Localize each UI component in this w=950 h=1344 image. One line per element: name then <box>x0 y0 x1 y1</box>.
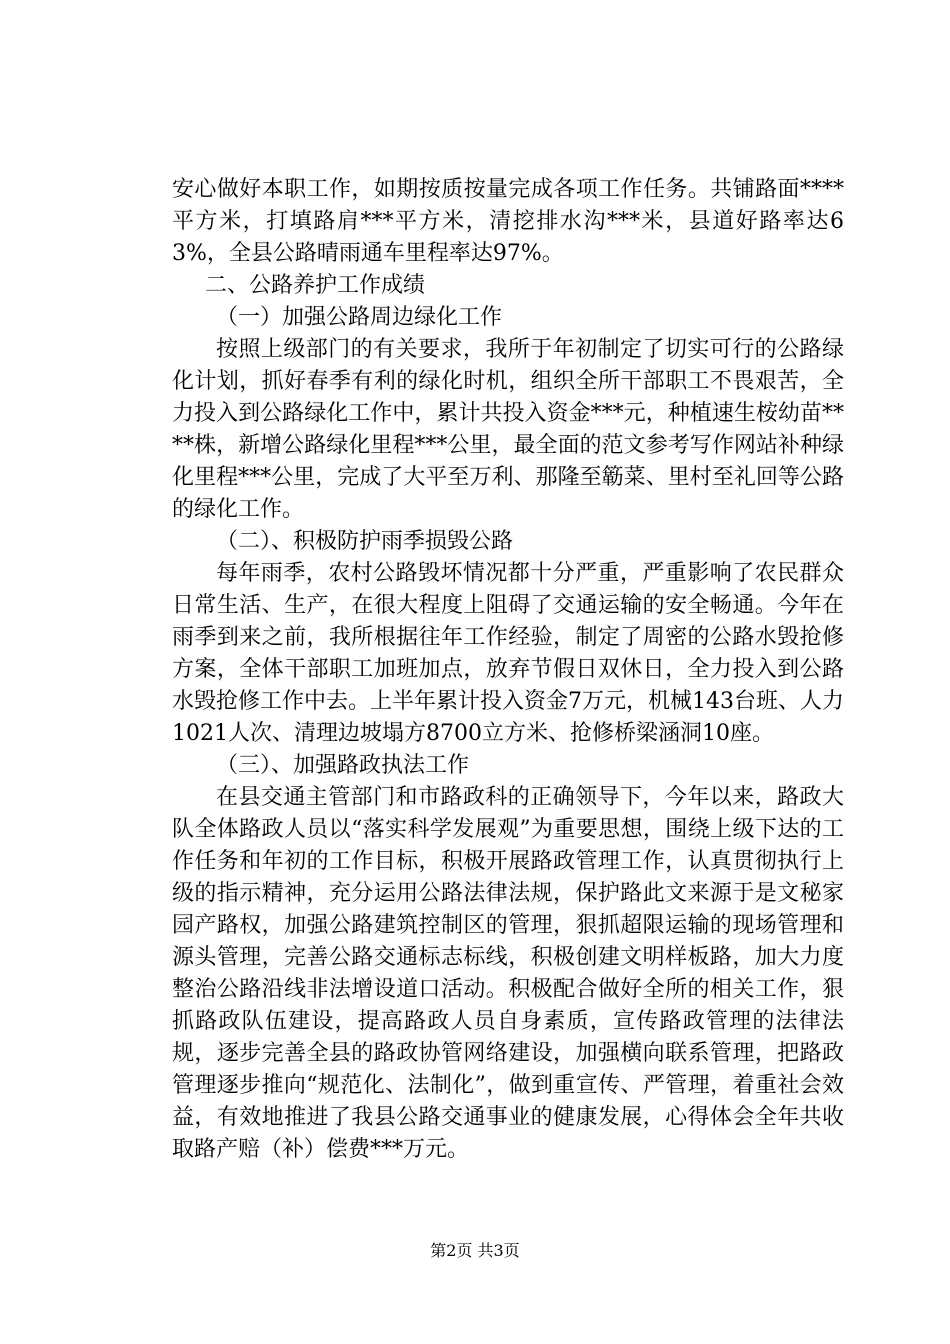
subsection-heading-road-enforcement: （三）、加强路政执法工作 <box>216 753 470 778</box>
paragraph-continuation: 安心做好本职工作，如期按质按量完成各项工作任务。共铺路面****平方米，打填路肩***平方米，清挖排水沟***米，县道好路率达63%，全县公路晴雨通车里程率达97%。 <box>172 177 844 266</box>
section-heading: 二、公路养护工作成绩 <box>205 273 426 298</box>
paragraph-greening: 按照上级部门的有关要求，我所于年初制定了切实可行的公路绿化计划，抓好春季有利的绿化时机，组织全所干部职工不畏艰苦，全力投入到公路绿化工作中，累计共投入资金***元，种植速生桉幼苗****株，新增公路绿化里程***公里，最全面的范文参考写作网站补种绿化里程***公里，完成了大平至万利、那隆至簕菜、里村至礼回等公路的绿化工作。 <box>172 337 844 522</box>
subsection-heading-greening: （一）加强公路周边绿化工作 <box>216 305 503 330</box>
subsection-heading-rainy-season: （二）、积极防护雨季损毁公路 <box>216 529 514 554</box>
document-body <box>172 174 844 1166</box>
page-footer <box>0 1238 950 1261</box>
paragraph-rainy-season: 每年雨季，农村公路毁坏情况都十分严重，严重影响了农民群众日常生活、生产，在很大程度上阻碍了交通运输的安全畅通。今年在雨季到来之前，我所根据往年工作经验，制定了周密的公路水毁抢修方案，全体干部职工加班加点，放弃节假日双休日，全力投入到公路水毁抢修工作中去。上半年累计投入资金7万元，机械143台班、人力1021人次、清理边坡塌方8700立方米、抢修桥梁涵洞10座。 <box>172 561 844 746</box>
paragraph-road-enforcement: 在县交通主管部门和市路政科的正确领导下，今年以来，路政大队全体路政人员以“落实科学发展观”为重要思想，围绕上级下达的工作任务和年初的工作目标，积极开展路政管理工作，认真贯彻执行上级的指示精神，充分运用公路法律法规，保护路此文来源于是文秘家园产路权，加强公路建筑控制区的管理，狠抓超限运输的现场管理和源头管理，完善公路交通标志标线，积极创建文明样板路，加大力度整治公路沿线非法增设道口活动。积极配合做好全所的相关工作，狠抓路政队伍建设，提高路政人员自身素质，宣传路政管理的法律法规，逐步完善全县的路政协管网络建设，加强横向联系管理，把路政管理逐步推向“规范化、法制化”，做到重宣传、严管理，着重社会效益，有效地推进了我县公路交通事业的健康发展，心得体会全年共收取路产赔（补）偿费***万元。 <box>172 785 844 1162</box>
page-number-label: 第2页 共3页 <box>430 1241 520 1260</box>
